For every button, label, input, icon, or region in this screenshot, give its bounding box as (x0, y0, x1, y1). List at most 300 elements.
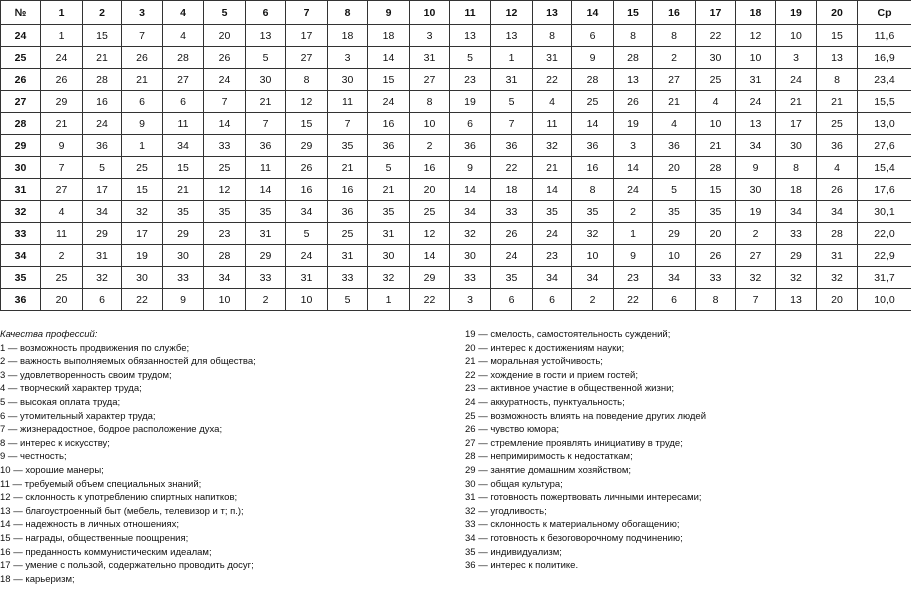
table-cell: 11 (328, 91, 368, 113)
legend-item: 35 — индивидуализм; (465, 546, 562, 558)
table-cell: 23 (450, 69, 491, 91)
legend-item: 18 — карьеризм; (0, 573, 75, 585)
table-cell: 15 (83, 25, 122, 47)
average-cell: 16,9 (858, 47, 911, 69)
table-cell: 5 (286, 223, 328, 245)
table-cell: 25 (328, 223, 368, 245)
table-cell: 32 (736, 267, 776, 289)
table-cell: 21 (653, 91, 696, 113)
table-cell: 21 (41, 113, 83, 135)
legend-right-list (465, 328, 911, 573)
table-cell: 13 (736, 113, 776, 135)
table-cell: 7 (736, 289, 776, 311)
legend-left-column (0, 328, 460, 586)
table-cell: 12 (736, 25, 776, 47)
table-cell: 28 (572, 69, 614, 91)
table-cell: 26 (122, 47, 163, 69)
table-cell: 30 (450, 245, 491, 267)
row-number-cell: 26 (1, 69, 41, 91)
table-cell: 16 (83, 91, 122, 113)
table-cell: 7 (491, 113, 533, 135)
table-cell: 24 (776, 69, 817, 91)
table-row (1, 47, 911, 69)
table-cell: 1 (614, 223, 653, 245)
table-cell: 10 (696, 113, 736, 135)
table-cell: 26 (286, 157, 328, 179)
table-cell: 34 (572, 267, 614, 289)
legend-item: 5 — высокая оплата труда; (0, 396, 121, 408)
table-cell: 20 (696, 223, 736, 245)
legend-item: 36 — интерес к политике. (465, 560, 579, 572)
column-header: 19 (776, 1, 817, 25)
table-header (1, 1, 911, 25)
table-cell: 10 (286, 289, 328, 311)
table-cell: 6 (83, 289, 122, 311)
table-cell: 24 (736, 91, 776, 113)
legend-item: 25 — возможность влиять на поведение других людей (465, 410, 707, 422)
table-cell: 28 (614, 47, 653, 69)
table-cell: 7 (328, 113, 368, 135)
table-cell: 14 (368, 47, 410, 69)
table-cell: 34 (204, 267, 246, 289)
table-cell: 33 (450, 267, 491, 289)
table-cell: 24 (533, 223, 572, 245)
table-cell: 30 (776, 135, 817, 157)
table-cell: 2 (653, 47, 696, 69)
table-cell: 14 (410, 245, 450, 267)
table-cell: 15 (368, 69, 410, 91)
table-cell: 31 (410, 47, 450, 69)
table-cell: 28 (163, 47, 204, 69)
table-cell: 36 (368, 135, 410, 157)
column-header-number: № (1, 1, 41, 25)
table-cell: 29 (410, 267, 450, 289)
table-cell: 25 (696, 69, 736, 91)
average-cell: 17,6 (858, 179, 911, 201)
table-cell: 5 (246, 47, 286, 69)
table-cell: 1 (41, 25, 83, 47)
average-cell: 23,4 (858, 69, 911, 91)
table-cell: 32 (368, 267, 410, 289)
legend-item: 4 — творческий характер труда; (0, 383, 142, 395)
average-cell: 30,1 (858, 201, 911, 223)
table-cell: 32 (817, 267, 858, 289)
table-row (1, 91, 911, 113)
table-cell: 31 (286, 267, 328, 289)
table-cell: 24 (83, 113, 122, 135)
table-cell: 2 (572, 289, 614, 311)
table-body (1, 25, 911, 311)
table-cell: 10 (204, 289, 246, 311)
table-cell: 8 (286, 69, 328, 91)
table-cell: 28 (817, 223, 858, 245)
table-cell: 14 (533, 179, 572, 201)
table-cell: 31 (83, 245, 122, 267)
table-cell: 14 (614, 157, 653, 179)
table-cell: 35 (163, 201, 204, 223)
column-header: 14 (572, 1, 614, 25)
table-cell: 12 (204, 179, 246, 201)
table-cell: 9 (736, 157, 776, 179)
table-cell: 19 (450, 91, 491, 113)
table-cell: 10 (776, 25, 817, 47)
table-cell: 34 (450, 201, 491, 223)
table-cell: 7 (122, 25, 163, 47)
table-cell: 30 (163, 245, 204, 267)
legend-item: 13 — благоустроенный быт (мебель, телевизор и т; п.); (0, 505, 244, 517)
table-cell: 36 (83, 135, 122, 157)
table-cell: 7 (204, 91, 246, 113)
legend-caption: Качества профессий: (0, 329, 98, 340)
table-cell: 29 (776, 245, 817, 267)
column-header: 15 (614, 1, 653, 25)
table-cell: 27 (41, 179, 83, 201)
legend-left-list (0, 342, 460, 587)
legend-item: 28 — непримиримость к недостаткам; (465, 451, 633, 463)
table-cell: 19 (614, 113, 653, 135)
table-cell: 14 (572, 113, 614, 135)
table-cell: 30 (696, 47, 736, 69)
table-cell: 11 (41, 223, 83, 245)
table-row (1, 69, 911, 91)
table-cell: 26 (696, 245, 736, 267)
table-cell: 29 (286, 135, 328, 157)
table-cell: 21 (122, 69, 163, 91)
table-cell: 10 (653, 245, 696, 267)
table-cell: 35 (246, 201, 286, 223)
legend-item: 30 — общая культура; (465, 478, 563, 490)
column-header: 11 (450, 1, 491, 25)
legend-item: 3 — удовлетворенность своим трудом; (0, 369, 172, 381)
table-cell: 31 (368, 223, 410, 245)
table-cell: 26 (491, 223, 533, 245)
table-cell: 3 (450, 289, 491, 311)
table-cell: 6 (450, 113, 491, 135)
table-cell: 8 (776, 157, 817, 179)
table-cell: 35 (696, 201, 736, 223)
column-header: 3 (122, 1, 163, 25)
table-cell: 25 (122, 157, 163, 179)
table-cell: 22 (614, 289, 653, 311)
row-number-cell: 31 (1, 179, 41, 201)
column-header: 9 (368, 1, 410, 25)
table-cell: 18 (328, 25, 368, 47)
table-cell: 16 (286, 179, 328, 201)
table-cell: 22 (696, 25, 736, 47)
table-cell: 4 (653, 113, 696, 135)
table-cell: 11 (246, 157, 286, 179)
row-number-cell: 29 (1, 135, 41, 157)
table-cell: 35 (368, 201, 410, 223)
table-cell: 14 (246, 179, 286, 201)
table-cell: 16 (572, 157, 614, 179)
table-cell: 33 (491, 201, 533, 223)
table-cell: 22 (533, 69, 572, 91)
table-cell: 8 (817, 69, 858, 91)
table-cell: 18 (491, 179, 533, 201)
table-cell: 29 (41, 91, 83, 113)
table-cell: 27 (410, 69, 450, 91)
table-row (1, 135, 911, 157)
table-cell: 15 (696, 179, 736, 201)
table-cell: 24 (614, 179, 653, 201)
column-header: 16 (653, 1, 696, 25)
table-cell: 2 (246, 289, 286, 311)
table-cell: 2 (614, 201, 653, 223)
table-cell: 6 (122, 91, 163, 113)
table-cell: 35 (653, 201, 696, 223)
table-cell: 32 (533, 135, 572, 157)
table-cell: 1 (368, 289, 410, 311)
table-cell: 26 (817, 179, 858, 201)
table-cell: 25 (41, 267, 83, 289)
table-row (1, 113, 911, 135)
table-cell: 21 (246, 91, 286, 113)
legend-item: 27 — стремление проявлять инициативу в труде; (465, 437, 683, 449)
table-cell: 30 (736, 179, 776, 201)
table-cell: 34 (83, 201, 122, 223)
table-cell: 18 (368, 25, 410, 47)
table-cell: 13 (776, 289, 817, 311)
table-cell: 28 (204, 245, 246, 267)
table-cell: 35 (328, 135, 368, 157)
average-cell: 15,5 (858, 91, 911, 113)
legend-item: 17 — умение с пользой, содержательно проводить досуг; (0, 560, 254, 572)
table-cell: 4 (533, 91, 572, 113)
table-cell: 21 (163, 179, 204, 201)
table-cell: 34 (653, 267, 696, 289)
table-cell: 22 (491, 157, 533, 179)
column-header-average: Ср (858, 1, 911, 25)
table-cell: 34 (533, 267, 572, 289)
table-cell: 9 (572, 47, 614, 69)
table-cell: 2 (736, 223, 776, 245)
table-cell: 35 (204, 201, 246, 223)
table-cell: 31 (736, 69, 776, 91)
column-header: 2 (83, 1, 122, 25)
legend-item: 21 — моральная устойчивость; (465, 356, 603, 368)
column-header: 8 (328, 1, 368, 25)
table-cell: 34 (163, 135, 204, 157)
table-cell: 4 (41, 201, 83, 223)
legend-item: 33 — склонность к материальному обогащению; (465, 519, 680, 531)
average-cell: 31,7 (858, 267, 911, 289)
table-cell: 32 (776, 267, 817, 289)
table-cell: 1 (122, 135, 163, 157)
legend-item: 7 — жизнерадостное, бодрое расположение духа; (0, 424, 223, 436)
table-cell: 27 (736, 245, 776, 267)
table-cell: 4 (163, 25, 204, 47)
table-cell: 20 (41, 289, 83, 311)
table-cell: 21 (776, 91, 817, 113)
column-header: 5 (204, 1, 246, 25)
legend-item: 24 — аккуратность, пунктуальность; (465, 396, 625, 408)
table-row (1, 289, 911, 311)
legend-right-column (465, 328, 911, 573)
table-cell: 3 (776, 47, 817, 69)
table-cell: 12 (410, 223, 450, 245)
table-cell: 7 (246, 113, 286, 135)
table-cell: 20 (817, 289, 858, 311)
row-number-cell: 27 (1, 91, 41, 113)
column-header: 4 (163, 1, 204, 25)
legend-item: 9 — честность; (0, 451, 67, 463)
table-cell: 24 (286, 245, 328, 267)
table-cell: 14 (204, 113, 246, 135)
table-cell: 26 (41, 69, 83, 91)
table-cell: 33 (204, 135, 246, 157)
table-cell: 6 (163, 91, 204, 113)
header-row (1, 1, 911, 25)
table-cell: 5 (653, 179, 696, 201)
row-number-cell: 34 (1, 245, 41, 267)
average-cell: 15,4 (858, 157, 911, 179)
table-cell: 33 (246, 267, 286, 289)
legend-item: 23 — активное участие в общественной жизни; (465, 383, 675, 395)
table-cell: 17 (776, 113, 817, 135)
table-cell: 8 (572, 179, 614, 201)
table-cell: 16 (368, 113, 410, 135)
table-cell: 19 (736, 201, 776, 223)
table-cell: 33 (776, 223, 817, 245)
row-number-cell: 24 (1, 25, 41, 47)
table-cell: 19 (122, 245, 163, 267)
table-cell: 15 (122, 179, 163, 201)
table-cell: 15 (286, 113, 328, 135)
table-cell: 22 (410, 289, 450, 311)
legend-item: 19 — смелость, самостоятельность суждений; (465, 329, 671, 340)
table-cell: 15 (817, 25, 858, 47)
table-cell: 9 (122, 113, 163, 135)
legend-item: 11 — требуемый объем специальных знаний; (0, 478, 202, 490)
table-row (1, 223, 911, 245)
table-row (1, 201, 911, 223)
table-row (1, 179, 911, 201)
column-header: 18 (736, 1, 776, 25)
table-cell: 36 (246, 135, 286, 157)
legend-item: 6 — утомительный характер труда; (0, 410, 156, 422)
column-header: 17 (696, 1, 736, 25)
table-cell: 29 (246, 245, 286, 267)
row-number-cell: 32 (1, 201, 41, 223)
table-cell: 6 (491, 289, 533, 311)
table-row (1, 245, 911, 267)
legend-item: 34 — готовность к безоговорочному подчинению; (465, 532, 683, 544)
legend-item: 29 — занятие домашним хозяйством; (465, 464, 632, 476)
table-cell: 35 (572, 201, 614, 223)
legend-item: 15 — награды, общественные поощрения; (0, 532, 189, 544)
average-cell: 22,0 (858, 223, 911, 245)
table-cell: 9 (450, 157, 491, 179)
table-cell: 3 (410, 25, 450, 47)
table-cell: 26 (614, 91, 653, 113)
table-cell: 36 (450, 135, 491, 157)
table-cell: 34 (817, 201, 858, 223)
table-cell: 32 (572, 223, 614, 245)
table-cell: 20 (204, 25, 246, 47)
table-cell: 13 (491, 25, 533, 47)
legend-item: 12 — склонность к употреблению спиртных напитков; (0, 492, 238, 504)
table-cell: 23 (614, 267, 653, 289)
table-cell: 31 (533, 47, 572, 69)
legend-item: 8 — интерес к искусству; (0, 437, 110, 449)
table-cell: 17 (122, 223, 163, 245)
table-cell: 2 (41, 245, 83, 267)
table-cell: 30 (328, 69, 368, 91)
table-cell: 3 (328, 47, 368, 69)
table-cell: 33 (328, 267, 368, 289)
table-cell: 11 (533, 113, 572, 135)
table-cell: 5 (328, 289, 368, 311)
table-cell: 31 (817, 245, 858, 267)
table-cell: 29 (163, 223, 204, 245)
table-cell: 13 (614, 69, 653, 91)
legend-item: 32 — угодливость; (465, 505, 547, 517)
table-cell: 8 (410, 91, 450, 113)
column-header: 6 (246, 1, 286, 25)
table-cell: 4 (817, 157, 858, 179)
table-row (1, 157, 911, 179)
row-number-cell: 33 (1, 223, 41, 245)
table-cell: 11 (163, 113, 204, 135)
table-cell: 32 (122, 201, 163, 223)
legend-item: 10 — хорошие манеры; (0, 464, 104, 476)
table-cell: 13 (246, 25, 286, 47)
table-cell: 24 (204, 69, 246, 91)
column-header: 12 (491, 1, 533, 25)
table-cell: 6 (653, 289, 696, 311)
legend-item: 26 — чувство юмора; (465, 424, 559, 436)
table-cell: 33 (163, 267, 204, 289)
table-cell: 34 (736, 135, 776, 157)
table-cell: 23 (204, 223, 246, 245)
table-row (1, 267, 911, 289)
row-number-cell: 28 (1, 113, 41, 135)
table-cell: 7 (41, 157, 83, 179)
table-cell: 31 (328, 245, 368, 267)
column-header: 20 (817, 1, 858, 25)
table-cell: 1 (491, 47, 533, 69)
table-cell: 25 (204, 157, 246, 179)
table-cell: 20 (410, 179, 450, 201)
table-cell: 17 (286, 25, 328, 47)
table-cell: 15 (163, 157, 204, 179)
legend-item: 20 — интерес к достижениям науки; (465, 342, 625, 354)
table-cell: 32 (83, 267, 122, 289)
table-cell: 23 (533, 245, 572, 267)
table-cell: 33 (696, 267, 736, 289)
average-cell: 27,6 (858, 135, 911, 157)
table-cell: 5 (450, 47, 491, 69)
legend-item: 1 — возможность продвижения по службе; (0, 342, 190, 354)
table-cell: 8 (696, 289, 736, 311)
table-cell: 24 (368, 91, 410, 113)
table-row (1, 25, 911, 47)
table-cell: 36 (491, 135, 533, 157)
column-header: 10 (410, 1, 450, 25)
legend-item: 31 — готовность пожертвовать личными интересами; (465, 492, 702, 504)
table-cell: 26 (204, 47, 246, 69)
table-cell: 13 (450, 25, 491, 47)
table-cell: 24 (41, 47, 83, 69)
table-cell: 35 (491, 267, 533, 289)
legend-item: 16 — преданность коммунистическим идеалам; (0, 546, 212, 558)
table-cell: 6 (572, 25, 614, 47)
table-cell: 36 (653, 135, 696, 157)
table-cell: 16 (328, 179, 368, 201)
average-cell: 13,0 (858, 113, 911, 135)
row-number-cell: 36 (1, 289, 41, 311)
